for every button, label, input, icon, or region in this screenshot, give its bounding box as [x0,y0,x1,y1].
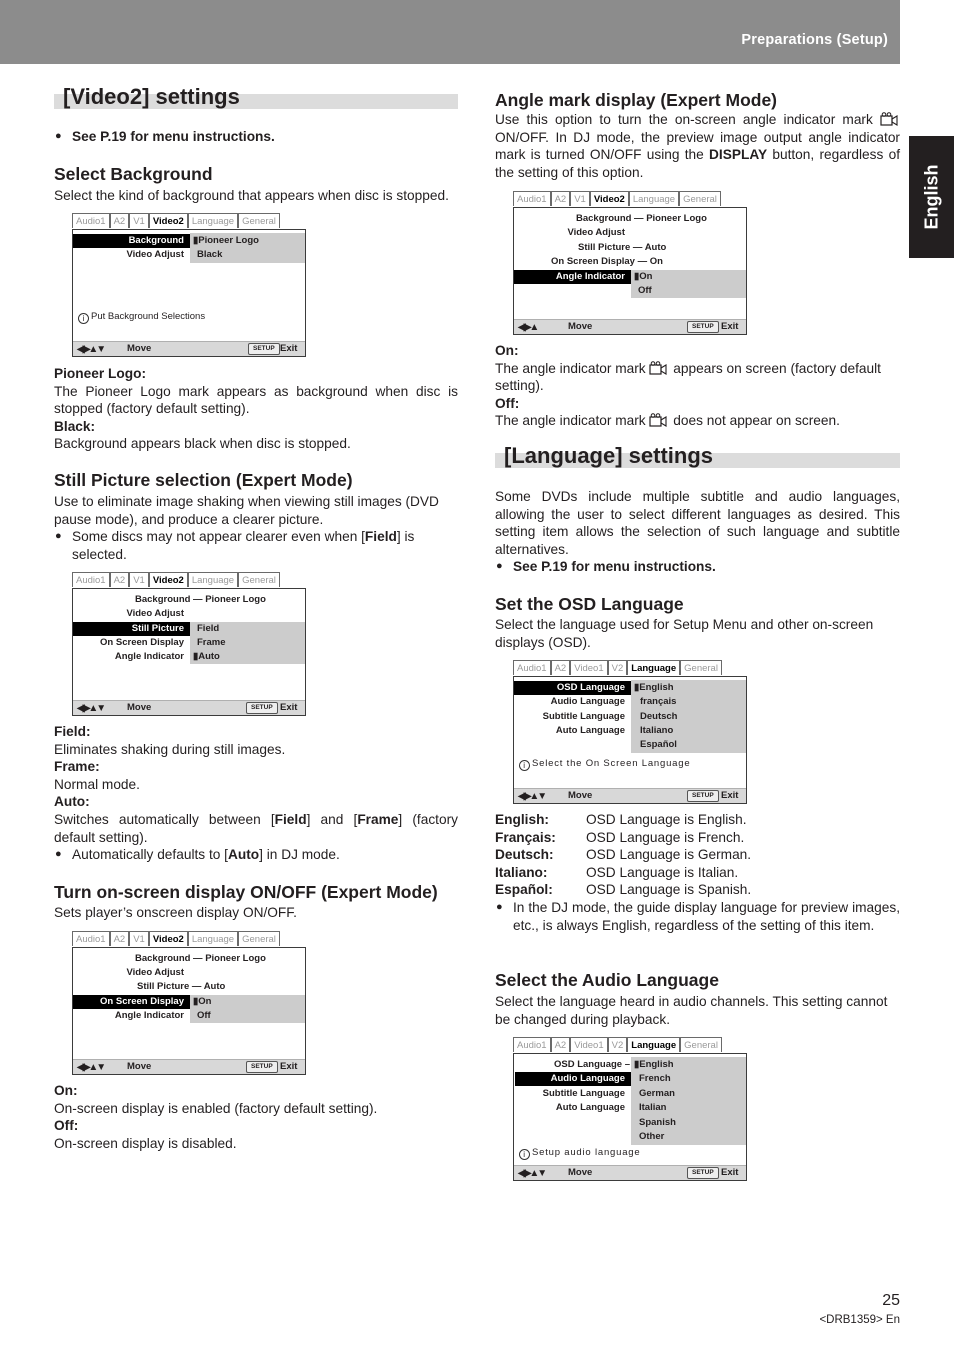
select-background-intro: Select the kind of background that appears when disc is stopped. [54,188,449,203]
document-code: <DRB1359> En [819,1314,900,1326]
video2-see-note: ● See P.19 for menu instructions. [54,128,458,146]
osd-info-line: i Put Background Selections [78,311,205,324]
osd-footer: ◀▶▲▼ Move SETUP Exit [73,341,305,356]
osd-info-line: i Select the On Screen Language [519,758,690,771]
osd-tab: V1 [129,572,149,587]
osd-tab: Audio1 [513,191,551,206]
osd-footer: ◀▶▲▼ Move SETUP Exit [514,788,746,803]
angle-mark-intro: Use this option to turn the on-screen angle indicator mark ON/OFF. In DJ mode, the preview image output angle indicator mark is turned ON/OFF using the DISPLAY button, regardless of the setting of this option. [495,112,901,180]
language-side-tab [909,136,954,258]
video2-section-title: [Video2] settings [54,85,458,109]
osd-row: Video Adjust [567,227,625,238]
osd-tab: A2 [551,191,571,206]
setup-button-icon: SETUP [246,702,278,714]
osd-row: Background — Pioneer Logo [135,953,266,964]
info-icon: i [78,313,89,324]
osd-tab: A2 [110,572,130,587]
setup-button-icon: SETUP [246,1061,278,1073]
still-picture-heading: Still Picture selection (Expert Mode) [54,470,353,490]
angle-indicator-icon [880,112,900,126]
osd-tab: General [680,1037,722,1052]
osd-row: OSD Language [514,681,631,695]
audio-language-intro: Select the language heard in audio channels. This setting cannot be changed during playback. [495,994,888,1027]
osd-tab: V1 [129,213,149,228]
osd-option: Italiano [640,725,674,736]
info-icon: i [519,1149,530,1160]
osd-footer: ◀▶▲▼ Move SETUP Exit [514,1165,746,1180]
still-picture-options-desc: Field: Eliminates shaking during still images. Frame: Normal mode. Auto: Switches automatically between [Field] and [Frame] (factory default setting). ● Automatically defaults to [Auto] in DJ mode. [54,723,458,864]
osd-footer: ◀▶▲▼ Move SETUP Exit [73,700,305,715]
osd-option: ▮English [634,1059,674,1070]
osd-option: Frame [197,637,226,648]
header-band [0,0,900,64]
osd-row: Video Adjust [126,608,184,619]
osd-onoff-heading: Turn on-screen display ON/OFF (Expert Mode) [54,882,438,902]
osd-row: Still Picture [73,622,190,636]
angle-indicator-icon [649,413,669,427]
osd-row: On Screen Display [73,995,190,1009]
language-intro: Some DVDs include multiple subtitle and audio languages, allowing the user to select different languages as desired. This setting item allows the selection of such language and subtitle alternatives. [495,489,900,557]
osd-option: Off [638,285,652,296]
language-section-title: [Language] settings [495,444,900,468]
osd-tab: Video1 [570,1037,607,1052]
osd-language-intro: Select the language used for Setup Menu and other on-screen displays (OSD). [495,617,874,650]
osd-tab-active: Language [627,1037,680,1052]
osd-row: Audio Language [550,696,625,707]
osd-option: Other [639,1131,665,1142]
osd-row: Angle Indicator [114,1010,184,1021]
info-icon: i [519,760,530,771]
osd-tab-active: Video2 [149,213,188,228]
osd-option: ▮English [634,682,674,693]
osd-footer: ◀▶▲ Move SETUP Exit [514,319,746,334]
osd-row: Subtitle Language [542,1088,625,1099]
osd-tab: General [238,572,280,587]
arrow-keys-icon: ◀▶▲▼ [518,791,546,802]
osd-option: Black [197,249,223,260]
arrow-keys-icon: ◀▶▲ [518,322,538,333]
angle-options-desc: On: The angle indicator mark appears on screen (factory default setting). Off: The angle indicator mark does not appear on screen. [495,343,881,429]
angle-indicator-icon [649,361,669,375]
osd-tab: General [238,213,280,228]
angle-mark-heading: Angle mark display (Expert Mode) [495,90,778,110]
osd-tab: General [238,931,280,946]
osd-row: On Screen Display [100,637,184,648]
osd-row: Background [73,234,190,248]
language-see-note: ● See P.19 for menu instructions. [495,558,900,576]
osd-tab: Audio1 [72,931,110,946]
osd-row: Angle Indicator [514,270,631,284]
dj-mode-note: ● In the DJ mode, the guide display language for preview images, etc., is always English, regardless of the setting of this item. [495,899,900,934]
osd-tab: General [679,191,721,206]
osd-background-menu [72,213,306,357]
arrow-keys-icon: ◀▶▲▼ [77,703,105,714]
arrow-keys-icon: ◀▶▲▼ [77,1062,105,1073]
osd-language-heading: Set the OSD Language [495,594,684,614]
osd-tab: A2 [551,660,571,675]
osd-option: Spanish [639,1117,676,1128]
header-title: Preparations (Setup) [741,32,888,48]
osd-tab-active: Video2 [149,931,188,946]
osd-row: Still Picture — Auto [578,242,667,253]
def-row: Deutsch: OSD Language is German. [495,847,752,863]
osd-option: ▮Auto [193,651,220,662]
select-background-heading: Select Background [54,164,213,184]
osd-row: Background — Pioneer Logo [135,594,266,605]
osd-tab: Language [629,191,679,206]
osd-tab: Video1 [570,660,607,675]
osd-option: French [639,1073,671,1084]
osd-still-picture-menu [72,572,306,716]
side-tab-label: English [921,164,941,230]
arrow-keys-icon: ◀▶▲▼ [518,1168,546,1179]
still-picture-intro: Use to eliminate image shaking when viewing still images (DVD pause mode), and produce a clearer picture. [54,494,439,527]
osd-footer: ◀▶▲▼ Move SETUP Exit [73,1059,305,1074]
osd-tab-active: Video2 [590,191,629,206]
osd-tab: Audio1 [513,660,551,675]
setup-button-icon: SETUP [248,343,280,355]
osd-tab-active: Video2 [149,572,188,587]
osd-tab: Language [188,931,238,946]
osd-language-menu [513,660,747,804]
def-row: Français: OSD Language is French. [495,829,745,845]
setup-button-icon: SETUP [687,1167,719,1179]
osd-tab-active: Language [627,660,680,675]
osd-tab: Language [188,572,238,587]
osd-tab: A2 [110,931,130,946]
osd-option: français [640,696,677,707]
arrow-keys-icon: ◀▶▲▼ [77,344,105,355]
osd-row: Video Adjust [126,967,184,978]
osd-row: Angle Indicator [114,651,184,662]
osd-tab: Audio1 [72,213,110,228]
osd-angle-menu [513,191,747,335]
osd-tab: Language [188,213,238,228]
osd-onoff-options-desc: On: On-screen display is enabled (factory default setting). Off: On-screen display is disabled. [54,1083,378,1151]
osd-tab: V1 [570,191,590,206]
def-row: Español: OSD Language is Spanish. [495,882,752,898]
osd-tab: Audio1 [72,572,110,587]
setup-button-icon: SETUP [687,321,719,333]
osd-option: Field [197,623,220,634]
osd-audio-language-menu [513,1037,747,1181]
osd-option: ▮Pioneer Logo [193,235,259,246]
osd-tabs [72,213,306,229]
osd-tab: V2 [608,660,628,675]
osd-option: ▮On [634,271,653,282]
osd-tab: General [680,660,722,675]
osd-language-defs [495,811,900,934]
osd-row: Auto Language [555,725,625,736]
osd-info-line: i Setup audio language [519,1147,640,1160]
osd-onoff-intro: Sets player’s onscreen display ON/OFF. [54,905,297,920]
still-picture-note: ● Some discs may not appear clearer even when [Field] is selected. [54,528,458,563]
osd-option: Español [640,739,677,750]
audio-language-heading: Select the Audio Language [495,970,719,990]
osd-tab: A2 [551,1037,571,1052]
setup-button-icon: SETUP [687,790,719,802]
osd-row: Auto Language [555,1102,625,1113]
osd-option: German [639,1088,675,1099]
osd-tab: A2 [110,213,130,228]
osd-tab: V1 [129,931,149,946]
osd-display-menu [72,931,306,1075]
osd-row: Video Adjust [126,249,184,260]
osd-option: ▮On [193,996,212,1007]
page-number: 25 [882,1292,900,1309]
osd-tab: V2 [608,1037,628,1052]
def-row: English: OSD Language is English. [495,812,747,827]
osd-row: Subtitle Language [542,711,625,722]
osd-row: OSD Language – [553,1059,630,1070]
osd-row: On Screen Display — On [551,256,663,267]
osd-option: Italian [639,1102,667,1113]
def-row: Italiano: OSD Language is Italian. [495,864,739,880]
osd-row: Audio Language [515,1072,631,1086]
osd-row: Background — Pioneer Logo [576,213,707,224]
osd-row: Still Picture — Auto [137,981,226,992]
background-options-desc: Pioneer Logo: The Pioneer Logo mark appears as background when disc is stopped (factory default setting). Black: Background appears black when disc is stopped. [54,366,458,452]
osd-option: Deutsch [640,711,678,722]
osd-tab: Audio1 [513,1037,551,1052]
osd-option: Off [197,1010,211,1021]
